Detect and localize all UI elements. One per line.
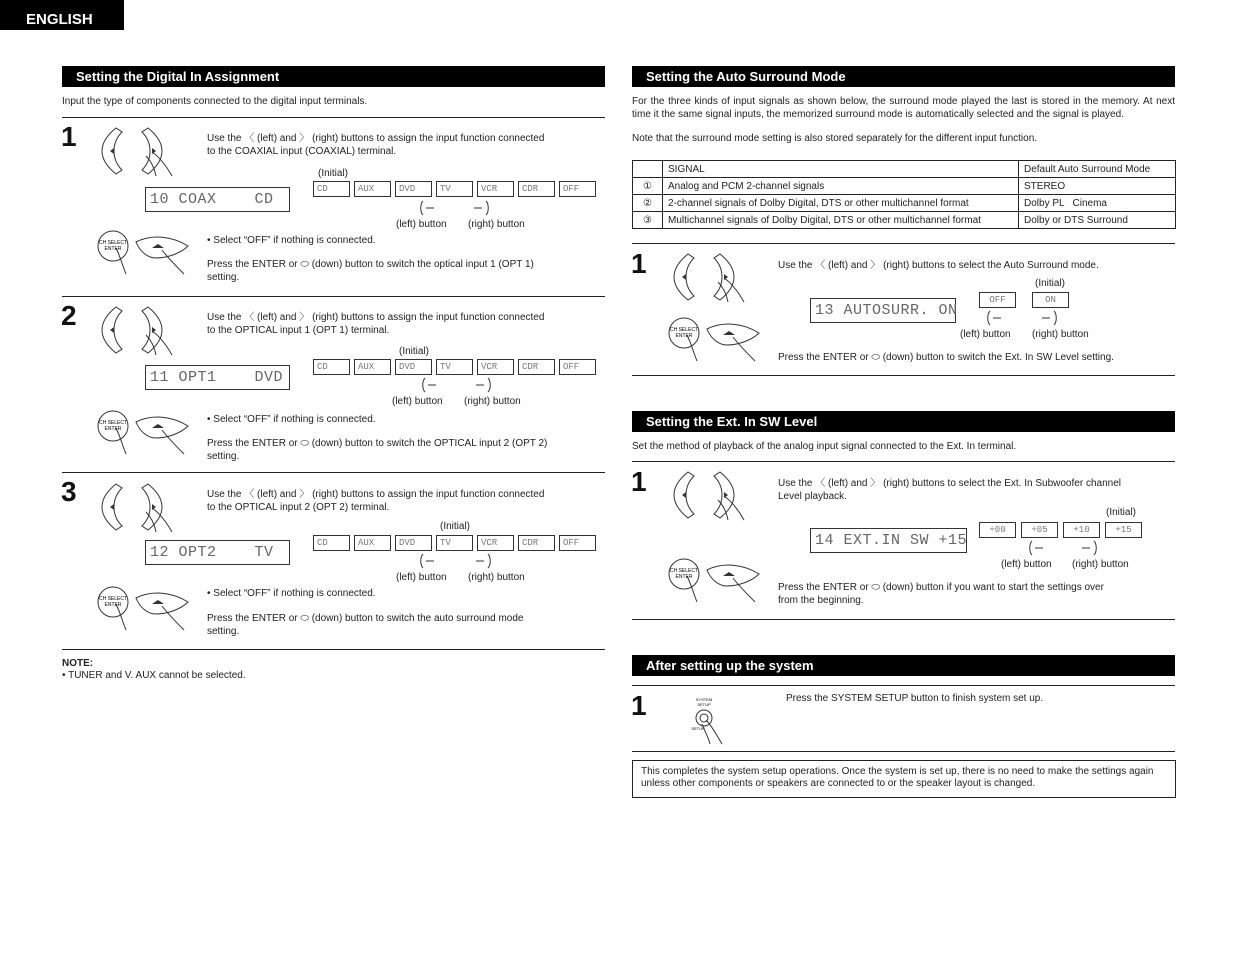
left-arrow-icon <box>985 310 1005 329</box>
option-plus05: +05 <box>1021 522 1058 538</box>
option-tv: TV <box>436 359 473 375</box>
enter-instruction: Press the ENTER or ⬭ (down) button to switch the Ext. In SW Level setting. <box>778 352 1114 363</box>
option-cdr: CDR <box>518 535 555 551</box>
svg-text:SETUP: SETUP <box>691 726 705 731</box>
right-arrow-icon <box>474 377 494 396</box>
left-right-buttons-icon <box>100 126 180 179</box>
divider <box>62 472 605 473</box>
initial-label: (Initial) <box>1106 507 1137 518</box>
divider <box>62 296 605 297</box>
table-cell: Dolby or DTS Surround <box>1019 212 1176 229</box>
ext-step-instruction: Use the 〈 (left) and 〉 (right) buttons to select the Ext. In Subwoofer channel Level playback. <box>778 478 1121 502</box>
step1-instruction: Use the 〈 (left) and 〉 (right) buttons to assign the input function connected to the COAXIAL input (COAXIAL) terminal. <box>207 133 545 157</box>
section-title-digital-in: Setting the Digital In Assignment <box>62 66 605 87</box>
option-vcr: VCR <box>477 535 514 551</box>
right-button-label: (right) button <box>1072 559 1129 570</box>
table-cell: Multichannel signals of Dolby Digital, DTS or other multichannel format <box>663 212 1019 229</box>
right-button-icon: 〉 <box>870 478 881 489</box>
table-cell: ① <box>633 178 663 195</box>
table-cell: ② <box>633 195 663 212</box>
svg-text:ENTER: ENTER <box>675 333 693 339</box>
left-button-label: (left) button <box>396 572 447 583</box>
lcd-display: 11 OPT1 DVD <box>145 365 290 390</box>
ext-in-intro: Set the method of playback of the analog input signal connected to the Ext. In terminal. <box>632 441 1017 452</box>
language-tab: ENGLISH <box>0 0 124 30</box>
divider <box>632 375 1175 376</box>
right-button-icon: 〉 <box>299 133 310 144</box>
table-cell: SIGNAL <box>663 161 1019 178</box>
left-button-icon: 〈 <box>244 489 255 500</box>
divider <box>62 117 605 118</box>
option-dvd: DVD <box>395 181 432 197</box>
divider <box>632 243 1175 244</box>
enter-instruction: Press the ENTER or ⬭ (down) button to switch the auto surround mode setting. <box>207 613 524 637</box>
note-title: NOTE: <box>62 658 94 669</box>
svg-text:ENTER: ENTER <box>675 574 693 580</box>
option-cdr: CDR <box>518 181 555 197</box>
step2-instruction: Use the 〈 (left) and 〉 (right) buttons to assign the input function connected to the OPTICAL input 1 (OPT 1) terminal. <box>207 312 545 336</box>
left-button-label: (left) button <box>1001 559 1052 570</box>
right-button-icon: 〉 <box>870 260 881 271</box>
left-button-icon: 〈 <box>815 260 826 271</box>
option-cd: CD <box>313 535 350 551</box>
after-setup-instruction: Press the SYSTEM SETUP button to finish system set up. <box>786 693 1044 704</box>
left-right-buttons-icon <box>100 482 180 535</box>
option-tv: TV <box>436 535 473 551</box>
enter-button-icon <box>667 315 767 366</box>
step-number: 1 <box>631 248 647 279</box>
bullet-note: • Select “OFF” if nothing is connected. <box>207 235 376 246</box>
divider <box>632 751 1175 752</box>
option-cd: CD <box>313 181 350 197</box>
option-vcr: VCR <box>477 359 514 375</box>
section-title-ext-in: Setting the Ext. In SW Level <box>632 411 1175 432</box>
left-button-icon: 〈 <box>244 312 255 323</box>
left-arrow-icon <box>1027 540 1047 559</box>
signal-table <box>632 160 1176 229</box>
option-list <box>313 359 596 375</box>
step3-instruction: Use the 〈 (left) and 〉 (right) buttons to assign the input function connected to the OPTICAL input 2 (OPT 2) terminal. <box>207 489 545 513</box>
table-row <box>633 195 1176 212</box>
lcd-display: 12 OPT2 TV <box>145 540 290 565</box>
table-cell: 2-channel signals of Dolby Digital, DTS or other multichannel format <box>663 195 1019 212</box>
down-button-icon: ⬭ <box>871 582 880 593</box>
option-off: OFF <box>559 181 596 197</box>
option-plus15: +15 <box>1105 522 1142 538</box>
option-list <box>979 292 1069 308</box>
step-number: 1 <box>631 466 647 497</box>
down-button-icon: ⬭ <box>300 259 309 270</box>
option-off: OFF <box>559 535 596 551</box>
option-off: OFF <box>559 359 596 375</box>
left-right-buttons-icon <box>672 470 752 523</box>
option-off: OFF <box>979 292 1016 308</box>
svg-text:CH SELECT: CH SELECT <box>669 327 699 333</box>
option-cdr: CDR <box>518 359 555 375</box>
system-setup-button-icon <box>686 696 732 749</box>
left-button-icon: 〈 <box>244 133 255 144</box>
table-cell: Analog and PCM 2-channel signals <box>663 178 1019 195</box>
table-cell: Default Auto Surround Mode <box>1019 161 1176 178</box>
enter-button-icon <box>96 228 196 279</box>
right-button-label: (right) button <box>468 572 525 583</box>
option-list <box>313 535 596 551</box>
right-arrow-icon <box>1080 540 1100 559</box>
svg-text:SETUP: SETUP <box>697 702 711 707</box>
auto-surround-intro: For the three kinds of input signals as shown below, the surround mode played the last is stored in the memory. At next time it the same signal inputs, the memorized surround mode is automatically selected and the signal is played. <box>632 96 1175 120</box>
svg-text:SYSTEM: SYSTEM <box>695 697 713 702</box>
left-arrow-icon <box>418 200 438 219</box>
right-button-icon: 〉 <box>299 312 310 323</box>
left-button-icon: 〈 <box>815 478 826 489</box>
divider <box>632 461 1175 462</box>
completion-note-box: This completes the system setup operations. Once the system is set up, there is no need to make the settings again unless other components or speakers are connected to or the speaker layout is changed. <box>632 760 1176 798</box>
lcd-display: 10 COAX CD <box>145 187 290 212</box>
right-button-label: (right) button <box>1032 329 1089 340</box>
svg-text:ENTER: ENTER <box>104 602 122 608</box>
option-aux: AUX <box>354 181 391 197</box>
bullet-note: • Select “OFF” if nothing is connected. <box>207 588 376 599</box>
initial-label: (Initial) <box>318 168 349 179</box>
left-button-label: (left) button <box>396 219 447 230</box>
option-tv: TV <box>436 181 473 197</box>
table-cell: STEREO <box>1019 178 1176 195</box>
auto-surround-note: Note that the surround mode setting is also stored separately for the different input function. <box>632 133 1038 144</box>
step-number: 1 <box>61 121 77 152</box>
step-number: 1 <box>631 690 647 721</box>
svg-text:CH SELECT: CH SELECT <box>98 240 128 246</box>
table-cell: ③ <box>633 212 663 229</box>
left-button-label: (left) button <box>392 396 443 407</box>
initial-label: (Initial) <box>440 521 471 532</box>
table-cell: Dolby PL Cinema <box>1019 195 1176 212</box>
down-button-icon: ⬭ <box>871 352 880 363</box>
table-row <box>633 212 1176 229</box>
svg-text:CH SELECT: CH SELECT <box>98 596 128 602</box>
svg-text:ENTER: ENTER <box>104 426 122 432</box>
enter-instruction: Press the ENTER or ⬭ (down) button if you want to start the settings over from the beginning. <box>778 582 1104 606</box>
left-button-label: (left) button <box>960 329 1011 340</box>
table-header <box>633 161 1176 178</box>
svg-text:ENTER: ENTER <box>104 246 122 252</box>
divider <box>62 649 605 650</box>
enter-instruction: Press the ENTER or ⬭ (down) button to switch the optical input 1 (OPT 1) setting. <box>207 259 534 283</box>
left-arrow-icon <box>420 377 440 396</box>
initial-label: (Initial) <box>1035 278 1066 289</box>
option-cd: CD <box>313 359 350 375</box>
right-button-label: (right) button <box>464 396 521 407</box>
down-button-icon: ⬭ <box>300 438 309 449</box>
divider <box>632 685 1175 686</box>
left-right-buttons-icon <box>672 252 752 305</box>
bullet-note: • Select “OFF” if nothing is connected. <box>207 414 376 425</box>
option-aux: AUX <box>354 359 391 375</box>
option-plus00: +00 <box>979 522 1016 538</box>
lcd-display: 14 EXT.IN SW +15 <box>810 528 967 553</box>
step-number: 2 <box>61 300 77 331</box>
section-title-auto-surround: Setting the Auto Surround Mode <box>632 66 1175 87</box>
enter-button-icon <box>96 584 196 635</box>
option-list <box>979 522 1142 538</box>
note-text: • TUNER and V. AUX cannot be selected. <box>62 670 246 681</box>
svg-text:CH SELECT: CH SELECT <box>98 420 128 426</box>
table-row <box>633 178 1176 195</box>
left-right-buttons-icon <box>100 305 180 358</box>
table-cell <box>633 161 663 178</box>
enter-instruction: Press the ENTER or ⬭ (down) button to switch the OPTICAL input 2 (OPT 2) setting. <box>207 438 548 462</box>
right-arrow-icon <box>472 200 492 219</box>
option-on: ON <box>1032 292 1069 308</box>
option-aux: AUX <box>354 535 391 551</box>
enter-button-icon <box>96 408 196 459</box>
initial-label: (Initial) <box>399 346 430 357</box>
option-list <box>313 181 596 197</box>
digital-in-intro: Input the type of components connected to the digital input terminals. <box>62 96 368 107</box>
right-arrow-icon <box>474 553 494 572</box>
right-button-icon: 〉 <box>299 489 310 500</box>
option-plus10: +10 <box>1063 522 1100 538</box>
divider <box>632 619 1175 620</box>
right-button-label: (right) button <box>468 219 525 230</box>
enter-button-icon <box>667 556 767 607</box>
option-vcr: VCR <box>477 181 514 197</box>
right-arrow-icon <box>1040 310 1060 329</box>
option-dvd: DVD <box>395 359 432 375</box>
option-dvd: DVD <box>395 535 432 551</box>
section-title-after-setup: After setting up the system <box>632 655 1175 676</box>
svg-text:CH SELECT: CH SELECT <box>669 568 699 574</box>
auto-step-instruction: Use the 〈 (left) and 〉 (right) buttons to select the Auto Surround mode. <box>778 260 1099 271</box>
step-number: 3 <box>61 476 77 507</box>
lcd-display: 13 AUTOSURR. ON <box>810 298 956 323</box>
left-arrow-icon <box>418 553 438 572</box>
down-button-icon: ⬭ <box>300 613 309 624</box>
